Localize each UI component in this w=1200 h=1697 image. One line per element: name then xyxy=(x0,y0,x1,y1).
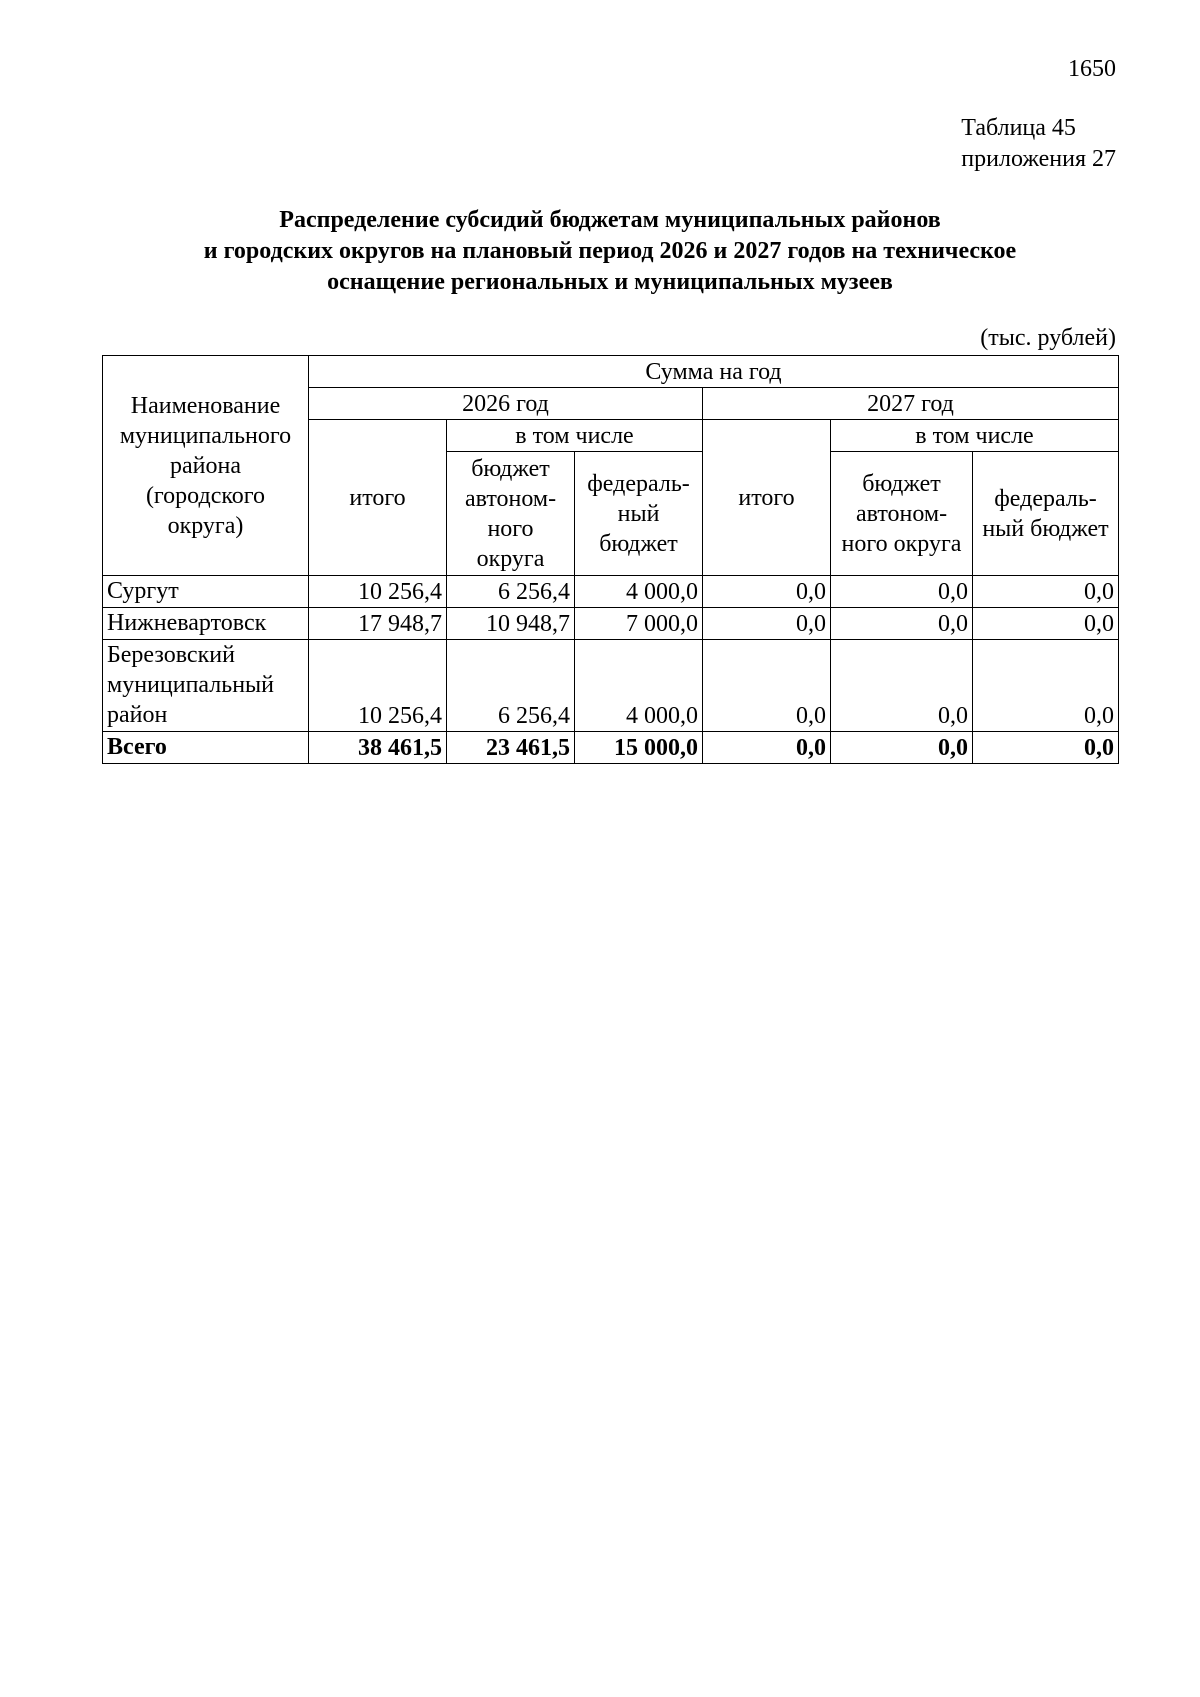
cell-okrug-2026: 6 256,4 xyxy=(447,640,575,732)
cell-okrug-2027: 0,0 xyxy=(831,608,973,640)
cell-total-2026: 17 948,7 xyxy=(309,608,447,640)
header-sum-per-year: Сумма на год xyxy=(309,356,1119,388)
subsidy-table xyxy=(102,355,1119,764)
table-row xyxy=(103,640,1119,732)
document-title-line: Распределение субсидий бюджетам муниципальных районов xyxy=(279,207,941,233)
cell-federal-2027: 0,0 xyxy=(973,640,1119,732)
header-federal-budget-2027: федераль-ный бюджет xyxy=(973,452,1119,576)
header-name-column: Наименование муниципального района (городского округа) xyxy=(103,356,309,576)
table-row xyxy=(103,576,1119,608)
cell-total-2027: 0,0 xyxy=(703,576,831,608)
cell-total-2027: 0,0 xyxy=(703,732,831,764)
header-okrug-budget-2027: бюджет автоном-ного округа xyxy=(831,452,973,576)
cell-federal-2026: 4 000,0 xyxy=(575,576,703,608)
cell-federal-2027: 0,0 xyxy=(973,608,1119,640)
document-title xyxy=(100,205,1120,298)
header-including-2027: в том числе xyxy=(831,420,1119,452)
cell-total-2027: 0,0 xyxy=(703,608,831,640)
document-title-line: оснащение региональных и муниципальных музеев xyxy=(327,269,893,295)
cell-okrug-2027: 0,0 xyxy=(831,732,973,764)
page-number: 1650 xyxy=(1068,56,1116,82)
units-label: (тыс. рублей) xyxy=(980,325,1116,351)
cell-okrug-2026: 10 948,7 xyxy=(447,608,575,640)
header-year-2026: 2026 год xyxy=(309,388,703,420)
cell-total-2026: 10 256,4 xyxy=(309,640,447,732)
cell-total-2026: 10 256,4 xyxy=(309,576,447,608)
row-name: Нижневартовск xyxy=(103,608,309,640)
cell-federal-2026: 7 000,0 xyxy=(575,608,703,640)
header-year-2027: 2027 год xyxy=(703,388,1119,420)
header-okrug-budget-2026: бюджет автоном-ного округа xyxy=(447,452,575,576)
cell-federal-2026: 4 000,0 xyxy=(575,640,703,732)
header-total-2027: итого xyxy=(703,420,831,576)
table-row xyxy=(103,608,1119,640)
cell-total-2026: 38 461,5 xyxy=(309,732,447,764)
table-caption-line: Таблица 45 xyxy=(961,115,1076,141)
cell-okrug-2027: 0,0 xyxy=(831,576,973,608)
document-title-line: и городских округов на плановый период 2026 и 2027 годов на техническое xyxy=(203,238,1017,264)
cell-federal-2026: 15 000,0 xyxy=(575,732,703,764)
table-total-row xyxy=(103,732,1119,764)
row-name: Сургут xyxy=(103,576,309,608)
row-name: Березовский муниципальный район xyxy=(103,640,309,732)
cell-federal-2027: 0,0 xyxy=(973,732,1119,764)
cell-total-2027: 0,0 xyxy=(703,640,831,732)
total-row-name: Всего xyxy=(103,732,309,764)
table-caption xyxy=(961,113,1116,175)
header-including-2026: в том числе xyxy=(447,420,703,452)
cell-okrug-2026: 23 461,5 xyxy=(447,732,575,764)
cell-federal-2027: 0,0 xyxy=(973,576,1119,608)
header-total-2026: итого xyxy=(309,420,447,576)
cell-okrug-2026: 6 256,4 xyxy=(447,576,575,608)
header-federal-budget-2026: федераль-ный бюджет xyxy=(575,452,703,576)
table-caption-line: приложения 27 xyxy=(961,146,1116,172)
cell-okrug-2027: 0,0 xyxy=(831,640,973,732)
